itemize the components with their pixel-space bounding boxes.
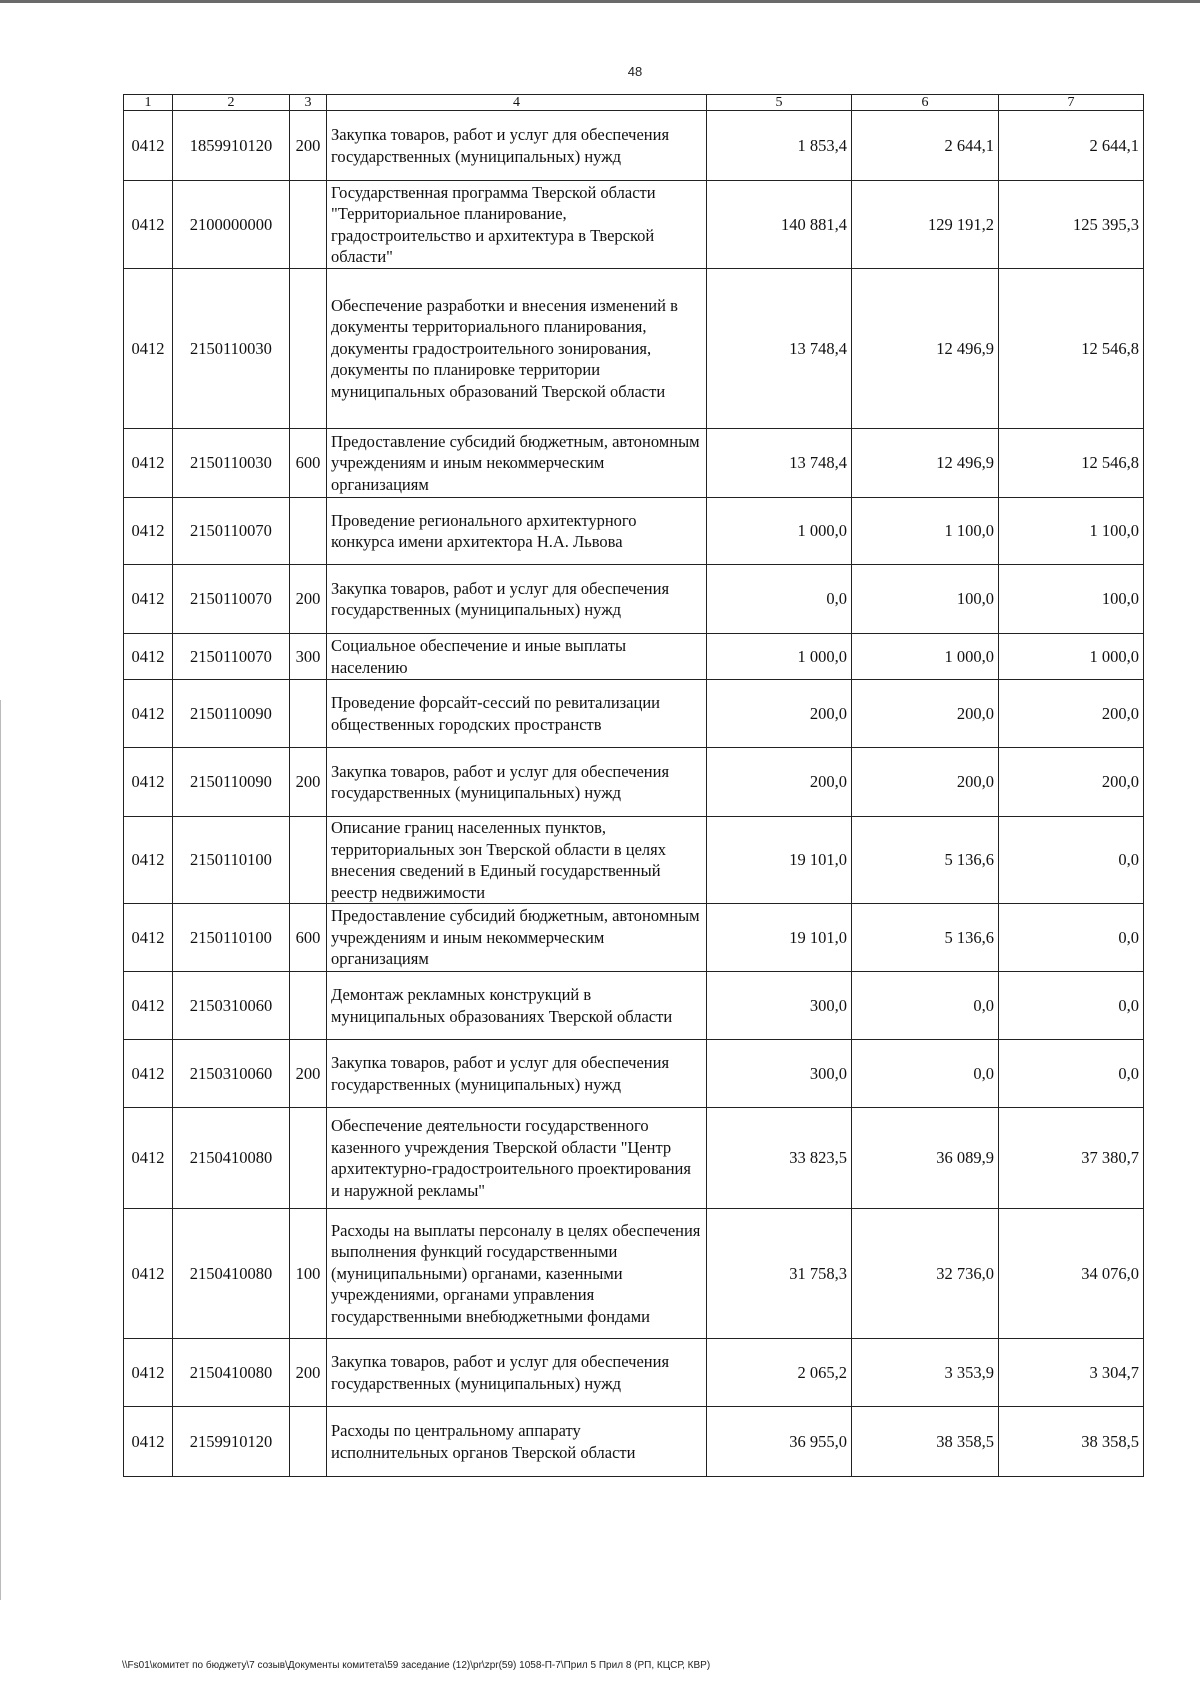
description-cell: Закупка товаров, работ и услуг для обеспечения государственных (муниципальных) нужд [327, 1040, 707, 1108]
amount-year-1-cell: 200,0 [707, 680, 852, 748]
section-code-cell: 0412 [124, 634, 173, 680]
target-article-cell: 2150110070 [173, 634, 290, 680]
amount-year-2-cell: 5 136,6 [852, 817, 999, 904]
expense-type-cell [290, 680, 327, 748]
amount-year-1-cell: 300,0 [707, 972, 852, 1040]
amount-year-2-cell: 38 358,5 [852, 1407, 999, 1477]
description-cell: Расходы по центральному аппарату исполнительных органов Тверской области [327, 1407, 707, 1477]
table-row [124, 181, 1144, 269]
amount-year-1-cell: 19 101,0 [707, 817, 852, 904]
header-col-2: 2 [173, 95, 290, 111]
amount-year-1-cell: 1 000,0 [707, 634, 852, 680]
table-header-row [124, 95, 1144, 111]
section-code-cell: 0412 [124, 1209, 173, 1339]
header-col-7: 7 [999, 95, 1144, 111]
header-col-4: 4 [327, 95, 707, 111]
amount-year-3-cell: 3 304,7 [999, 1339, 1144, 1407]
amount-year-1-cell: 1 000,0 [707, 498, 852, 565]
expense-type-cell [290, 269, 327, 429]
target-article-cell: 2159910120 [173, 1407, 290, 1477]
amount-year-3-cell: 2 644,1 [999, 111, 1144, 181]
amount-year-2-cell: 36 089,9 [852, 1108, 999, 1209]
section-code-cell: 0412 [124, 748, 173, 817]
section-code-cell: 0412 [124, 1108, 173, 1209]
expense-type-cell: 200 [290, 748, 327, 817]
expense-type-cell: 200 [290, 565, 327, 634]
expense-type-cell: 200 [290, 111, 327, 181]
table-row [124, 680, 1144, 748]
table-row [124, 1407, 1144, 1477]
amount-year-2-cell: 200,0 [852, 748, 999, 817]
expense-type-cell: 100 [290, 1209, 327, 1339]
amount-year-3-cell: 200,0 [999, 748, 1144, 817]
target-article-cell: 1859910120 [173, 111, 290, 181]
target-article-cell: 2150410080 [173, 1209, 290, 1339]
section-code-cell: 0412 [124, 498, 173, 565]
amount-year-1-cell: 300,0 [707, 1040, 852, 1108]
amount-year-2-cell: 0,0 [852, 972, 999, 1040]
amount-year-3-cell: 200,0 [999, 680, 1144, 748]
table-row [124, 565, 1144, 634]
scan-margin-line [0, 700, 1, 1600]
section-code-cell: 0412 [124, 680, 173, 748]
budget-table [123, 94, 1144, 1477]
target-article-cell: 2150110030 [173, 429, 290, 498]
section-code-cell: 0412 [124, 181, 173, 269]
header-col-1: 1 [124, 95, 173, 111]
expense-type-cell [290, 498, 327, 565]
amount-year-1-cell: 0,0 [707, 565, 852, 634]
description-cell: Закупка товаров, работ и услуг для обеспечения государственных (муниципальных) нужд [327, 565, 707, 634]
amount-year-1-cell: 140 881,4 [707, 181, 852, 269]
amount-year-1-cell: 13 748,4 [707, 429, 852, 498]
section-code-cell: 0412 [124, 429, 173, 498]
amount-year-3-cell: 0,0 [999, 904, 1144, 972]
description-cell: Расходы на выплаты персоналу в целях обеспечения выполнения функций государственными (муниципальными) органами, казенными учреждениями, органами управления государственными внебюджетными фондами [327, 1209, 707, 1339]
amount-year-2-cell: 5 136,6 [852, 904, 999, 972]
section-code-cell: 0412 [124, 565, 173, 634]
target-article-cell: 2150110090 [173, 680, 290, 748]
amount-year-2-cell: 2 644,1 [852, 111, 999, 181]
section-code-cell: 0412 [124, 1339, 173, 1407]
target-article-cell: 2150110070 [173, 498, 290, 565]
target-article-cell: 2150410080 [173, 1339, 290, 1407]
section-code-cell: 0412 [124, 1407, 173, 1477]
amount-year-1-cell: 33 823,5 [707, 1108, 852, 1209]
amount-year-2-cell: 12 496,9 [852, 269, 999, 429]
amount-year-2-cell: 0,0 [852, 1040, 999, 1108]
description-cell: Предоставление субсидий бюджетным, автономным учреждениям и иным некоммерческим организациям [327, 904, 707, 972]
section-code-cell: 0412 [124, 904, 173, 972]
description-cell: Описание границ населенных пунктов, территориальных зон Тверской области в целях внесения сведений в Единый государственный реестр недвижимости [327, 817, 707, 904]
description-cell: Обеспечение деятельности государственного казенного учреждения Тверской области "Центр архитектурно-градостроительного проектирования и наружной рекламы" [327, 1108, 707, 1209]
target-article-cell: 2150310060 [173, 972, 290, 1040]
table-row [124, 429, 1144, 498]
table-row [124, 111, 1144, 181]
amount-year-2-cell: 12 496,9 [852, 429, 999, 498]
description-cell: Социальное обеспечение и иные выплаты населению [327, 634, 707, 680]
section-code-cell: 0412 [124, 972, 173, 1040]
amount-year-1-cell: 13 748,4 [707, 269, 852, 429]
description-cell: Закупка товаров, работ и услуг для обеспечения государственных (муниципальных) нужд [327, 1339, 707, 1407]
amount-year-3-cell: 37 380,7 [999, 1108, 1144, 1209]
page-number: 48 [627, 64, 643, 79]
description-cell: Закупка товаров, работ и услуг для обеспечения государственных (муниципальных) нужд [327, 748, 707, 817]
target-article-cell: 2150110090 [173, 748, 290, 817]
section-code-cell: 0412 [124, 817, 173, 904]
target-article-cell: 2150110100 [173, 904, 290, 972]
file-path-footer: \\Fs01\комитет по бюджету\7 созыв\Документы комитета\59 заседание (12)\pr\zpr(59) 1058-П-7\Прил 5 Прил 8 (РП, КЦСР, КВР) [122, 1660, 711, 1671]
header-col-3: 3 [290, 95, 327, 111]
table-row [124, 498, 1144, 565]
target-article-cell: 2150110030 [173, 269, 290, 429]
amount-year-1-cell: 2 065,2 [707, 1339, 852, 1407]
amount-year-3-cell: 1 100,0 [999, 498, 1144, 565]
amount-year-3-cell: 0,0 [999, 1040, 1144, 1108]
description-cell: Обеспечение разработки и внесения изменений в документы территориального планирования, документы градостроительного зонирования, документы по планировке территории муниципальных образований Тверской области [327, 269, 707, 429]
table-row [124, 1108, 1144, 1209]
amount-year-1-cell: 200,0 [707, 748, 852, 817]
target-article-cell: 2150410080 [173, 1108, 290, 1209]
section-code-cell: 0412 [124, 269, 173, 429]
description-cell: Проведение регионального архитектурного конкурса имени архитектора Н.А. Львова [327, 498, 707, 565]
amount-year-3-cell: 100,0 [999, 565, 1144, 634]
amount-year-3-cell: 12 546,8 [999, 269, 1144, 429]
expense-type-cell [290, 1108, 327, 1209]
amount-year-1-cell: 1 853,4 [707, 111, 852, 181]
amount-year-3-cell: 125 395,3 [999, 181, 1144, 269]
expense-type-cell: 600 [290, 904, 327, 972]
scan-top-edge [0, 0, 1200, 3]
header-col-5: 5 [707, 95, 852, 111]
amount-year-3-cell: 0,0 [999, 972, 1144, 1040]
description-cell: Проведение форсайт-сессий по ревитализации общественных городских пространств [327, 680, 707, 748]
description-cell: Демонтаж рекламных конструкций в муниципальных образованиях Тверской области [327, 972, 707, 1040]
amount-year-2-cell: 200,0 [852, 680, 999, 748]
description-cell: Государственная программа Тверской области "Территориальное планирование, градостроительство и архитектура в Тверской области" [327, 181, 707, 269]
expense-type-cell: 300 [290, 634, 327, 680]
table-row [124, 972, 1144, 1040]
description-cell: Предоставление субсидий бюджетным, автономным учреждениям и иным некоммерческим организациям [327, 429, 707, 498]
target-article-cell: 2150310060 [173, 1040, 290, 1108]
amount-year-3-cell: 0,0 [999, 817, 1144, 904]
expense-type-cell: 200 [290, 1040, 327, 1108]
section-code-cell: 0412 [124, 111, 173, 181]
expense-type-cell [290, 972, 327, 1040]
amount-year-2-cell: 1 000,0 [852, 634, 999, 680]
amount-year-3-cell: 12 546,8 [999, 429, 1144, 498]
target-article-cell: 2100000000 [173, 181, 290, 269]
table-row [124, 748, 1144, 817]
amount-year-1-cell: 36 955,0 [707, 1407, 852, 1477]
amount-year-2-cell: 129 191,2 [852, 181, 999, 269]
section-code-cell: 0412 [124, 1040, 173, 1108]
amount-year-2-cell: 3 353,9 [852, 1339, 999, 1407]
description-cell: Закупка товаров, работ и услуг для обеспечения государственных (муниципальных) нужд [327, 111, 707, 181]
amount-year-3-cell: 1 000,0 [999, 634, 1144, 680]
expense-type-cell [290, 181, 327, 269]
header-col-6: 6 [852, 95, 999, 111]
target-article-cell: 2150110100 [173, 817, 290, 904]
expense-type-cell: 600 [290, 429, 327, 498]
table-row [124, 1339, 1144, 1407]
table-row [124, 904, 1144, 972]
expense-type-cell [290, 1407, 327, 1477]
amount-year-2-cell: 100,0 [852, 565, 999, 634]
amount-year-2-cell: 32 736,0 [852, 1209, 999, 1339]
amount-year-3-cell: 34 076,0 [999, 1209, 1144, 1339]
target-article-cell: 2150110070 [173, 565, 290, 634]
expense-type-cell: 200 [290, 1339, 327, 1407]
table-row [124, 269, 1144, 429]
table-row [124, 634, 1144, 680]
table-row [124, 817, 1144, 904]
expense-type-cell [290, 817, 327, 904]
amount-year-3-cell: 38 358,5 [999, 1407, 1144, 1477]
amount-year-2-cell: 1 100,0 [852, 498, 999, 565]
table-row [124, 1040, 1144, 1108]
amount-year-1-cell: 19 101,0 [707, 904, 852, 972]
amount-year-1-cell: 31 758,3 [707, 1209, 852, 1339]
table-row [124, 1209, 1144, 1339]
budget-table-body [124, 95, 1144, 1477]
